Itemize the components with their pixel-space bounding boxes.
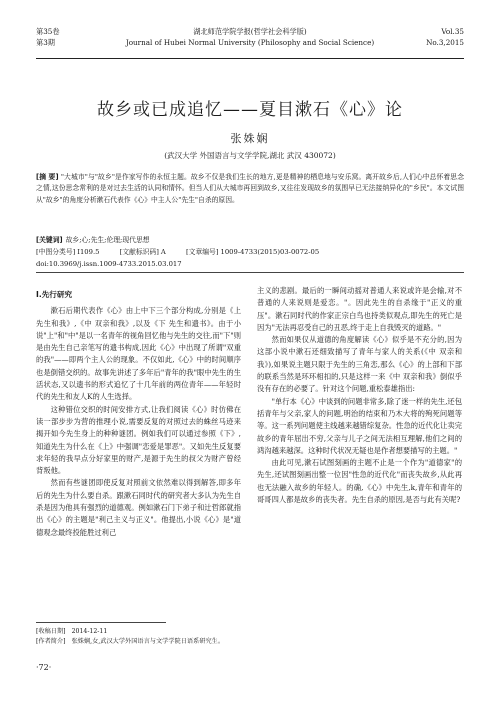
keywords: 故乡;心;先生;伦理;现代思想 [65, 236, 150, 244]
doi-line [36, 259, 464, 270]
running-header [36, 26, 464, 60]
footnote-rule [36, 622, 166, 623]
right-column [257, 285, 462, 506]
abstract-block [36, 172, 464, 206]
footnote [36, 627, 464, 647]
section-heading: Ⅰ.先行研究 [36, 290, 73, 299]
articleno-label: [文章编号] [186, 248, 219, 256]
left-column [36, 285, 241, 539]
body-paragraph: 漱石后期代表作《心》由上中下三个部分构成,分别是《上 先生和我》,《中 双亲和我》,以及《下 先生和遗书》。由于小说"上"和"中"是以一名青年的视角回忆他与先生的交往,而"下"则是由先生自己亲笔写的遗书构成,因此《心》中出现了所谓"双重的我"——即两个主人公的现象。不仅如此,《心》中的时间顺序也是倒错交织的。故事先讲述了多年后"青年的我"眼中先生的生活状态,又以遗书的形式追忆了十几年前的两位青年——年轻时代的先生和友人K的人生选择。 [36, 306, 241, 402]
journal-name-cn: 湖北师范学院学报(哲学社会科学版) [193, 27, 307, 36]
header-right [426, 26, 464, 48]
classification-line [36, 247, 464, 258]
articleno-value: 1009-4733(2015)03-0072-05 [220, 248, 320, 256]
doccode-value: A [160, 248, 166, 256]
body-paragraph: 然而有些谜团即使反复对照前文依然难以得到解答,即多年后的先生为什么要自杀。跟漱石同时代的研究者大多认为先生自杀是因为他具有强烈的道德观。例如漱石门下弟子和辻哲郎就指出《心》的主题是"利己主义与正义"。他提出,小说《心》是"道德观念最终投能胜过利己 [36, 478, 241, 537]
received-label: [收稿日期] [36, 628, 66, 635]
author-info-label: [作者简介] [36, 638, 66, 645]
header-rule [36, 58, 464, 59]
author-affiliation: (武汉大学 外国语言与文学学院,湖北 武汉 430072) [164, 151, 336, 160]
body-paragraph: 这种错位交织的时间安排方式,让我们阅读《心》时仿佛在读一部步步为营的推理小说,需要反复的对照过去的蛛丝马迹来揭开如今先生身上的种种谜团。例如我们可以通过参照《下》,知道先生为什么在《上》中强调"恋爱是罪恶"。又如先生反复要求年轻的我早点分好家里的财产,是源于先生的叔父为财产曾经背叛他。 [36, 404, 241, 476]
issue-en: No.3,2015 [426, 38, 464, 47]
keywords-label: [关键词] [36, 236, 63, 244]
page-number: ·72· [36, 663, 52, 672]
doccode-label: [文献标识码] [119, 248, 159, 256]
article-author: 张姝娴 [230, 132, 270, 145]
volume-cn: 第35卷 [36, 27, 60, 36]
clc-value: I109.5 [77, 248, 100, 256]
abstract-rule [36, 272, 464, 273]
received-date: 2014-12-11 [71, 628, 108, 635]
received-line [36, 627, 464, 637]
journal-name-en: Journal of Hubei Normal University (Philosophy and Social Science) [125, 38, 375, 47]
body-paragraph: 然而如果仅从道德的角度解读《心》似乎是不充分的,因为这部小说中漱石还细致描写了青年与家人的关系(《中 双亲和我》),如果说主题只限于先生的三角恋,那么《心》的上部和下部的联系当然是环环相扣的,只是这样一来《中 双亲和我》倒似乎没有存在的必要了。针对这个问题,重松泰雄指出: [257, 335, 462, 394]
body-paragraph: 主义的悲剧。最后的一瞬间动摇对普通人来说或许是会输,对不普通的人来说则是爱恋。"。因此先生的自杀缘于"正义的重压"。漱石同时代的作家正宗白鸟也持类似观点,即先生的死亡是因为"无法再忍受自己的丑恶,终于走上自我毁灭的道路。" [257, 286, 462, 332]
keywords-line [36, 235, 464, 246]
issue-cn: 第3期 [36, 38, 55, 47]
doi: doi:10.3969/j.issn.1009-4733.2015.03.017 [36, 260, 182, 268]
header-center [36, 26, 464, 48]
abstract-text: "大城市"与"故乡"是作家写作的永恒主题。故乡不仅是我们生长的地方,更是精神的栖息地与安乐窝。离开故乡后,人们心中总怀着思念之情,这份思念常利的是对过去生活的认同和情怀。但当人们从大城市再回到故乡,又往往发现故乡的氛围早已无法接纳异化的"乡民"。本文试图从"故乡"的角度分析漱石代表作《心》中主人公"先生"自杀的原因。 [36, 173, 464, 204]
clc-label: [中图分类号] [36, 248, 76, 256]
author-info: 张姝娴,女,武汉大学外国语言与文学学院日语系研究生。 [71, 638, 225, 645]
author-info-line [36, 637, 464, 647]
body-paragraph: 由此可见,漱石试图刻画的主题不止是一个作为"道德家"的先生,还试图刻画出整一位因"性急的近代化"而丧失故乡,从此再也无法融入故乡的年轻人。的确,《心》中先生,k,青年和青年的哥哥四人都是故乡的丧失者。先生自杀的原因,是否与此有关呢? [257, 458, 462, 505]
block-quote: "单行本《心》中谈到的问题非常多,除了迷一样的先生,还包括青年与父亲,家人的问题,明治的结束和乃木大将的殉死问题等等。这一系列问题使主线越来越错综复杂。性急的近代化让卖完故乡的青年屈出不穷,父亲与儿子之间无法相互理解,他们之间的鸿沟越来越深。这种时代状况无疑也是作者想要描写的主题。" [257, 396, 463, 455]
article-title: 故乡或已成追忆——夏目漱石《心》论 [97, 100, 403, 120]
abstract-label: [摘 要] [36, 173, 59, 181]
volume-en: Vol.35 [441, 27, 464, 36]
